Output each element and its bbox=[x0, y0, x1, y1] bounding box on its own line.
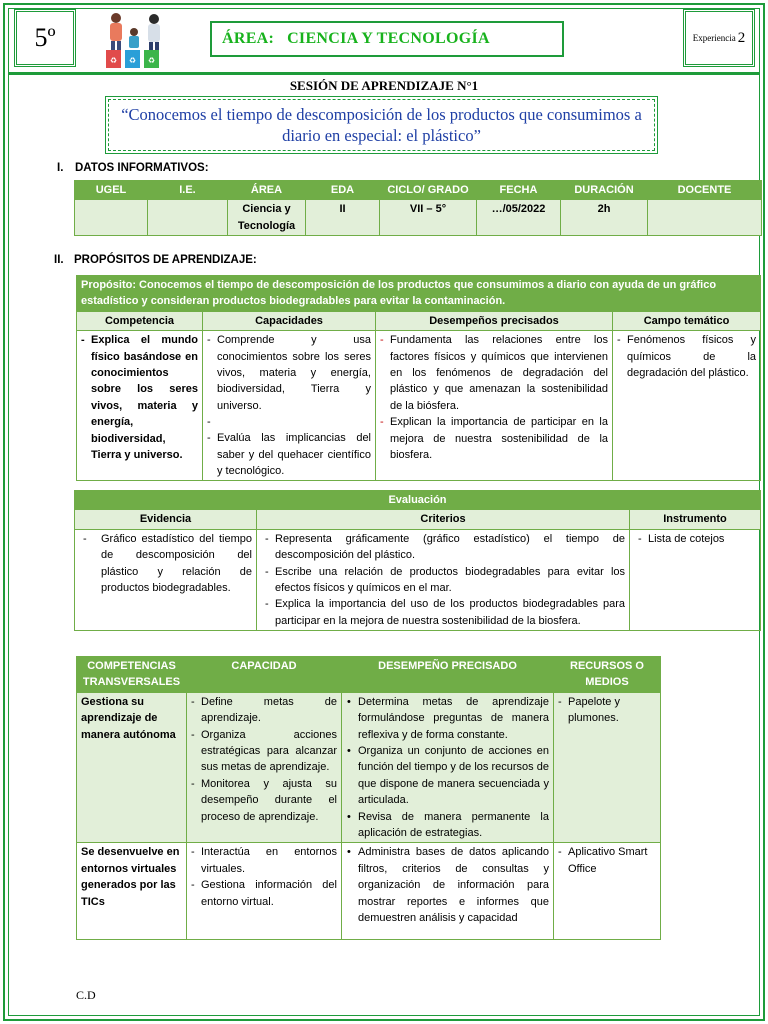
header-ciclo-grado: CICLO/ GRADO bbox=[380, 181, 477, 200]
header-competencia: Competencia bbox=[77, 311, 203, 330]
capacidad-item: - Comprende y usa conocimientos sobre los seres vivos, materia y energía, biodiversidad, Tierra y universo. bbox=[207, 332, 371, 414]
header-eda: EDA bbox=[306, 181, 380, 200]
transversal-capacidad-cell bbox=[187, 843, 342, 940]
transversal-desempeno-cell bbox=[342, 843, 554, 940]
session-quote-box bbox=[105, 96, 658, 154]
transversal-desempeno-item: • Organiza un conjunto de acciones en función del tiempo y de los recursos de que dispone de manera secuenciada y articulada. bbox=[346, 743, 549, 809]
desempenos-cell bbox=[376, 331, 613, 481]
value-ie bbox=[148, 200, 228, 236]
transversal-desempeno-item: • Administra bases de datos aplicando filtros, criterios de consultas y organización de información para mostrar reportes e informes que demuestren análisis y capacidad bbox=[346, 844, 549, 926]
evaluacion-header-row bbox=[75, 510, 761, 529]
transversal-recursos-cell bbox=[554, 692, 661, 843]
area-label: ÁREA: bbox=[222, 30, 275, 47]
instrumento-item: - Lista de cotejos bbox=[638, 531, 756, 547]
header-campo-tematico: Campo temático bbox=[613, 311, 761, 330]
header-duracion: DURACIÓN bbox=[561, 181, 648, 200]
header-fecha: FECHA bbox=[477, 181, 561, 200]
transversal-competencia: Se desenvuelve en entornos virtuales generados por las TICs bbox=[77, 843, 187, 940]
header-instrumento: Instrumento bbox=[630, 510, 761, 529]
transversal-recursos-cell bbox=[554, 843, 661, 940]
svg-text:♻: ♻ bbox=[147, 56, 156, 65]
transversal-recurso-item: - Papelote y plumones. bbox=[558, 694, 656, 727]
evaluacion-title-row bbox=[75, 491, 761, 510]
header-desempeno-precisado: DESEMPEÑO PRECISADO bbox=[342, 657, 554, 693]
value-docente bbox=[648, 200, 762, 236]
header-capacidad: CAPACIDAD bbox=[187, 657, 342, 693]
competencia-item: - Explica el mundo físico basándose en conocimientos sobre los seres vivos, materia y energía, biodiversidad, Tierra y universo. bbox=[81, 332, 198, 463]
transversal-capacidad-item: - Gestiona información del entorno virtual. bbox=[191, 877, 337, 910]
criterios-cell bbox=[257, 529, 630, 630]
experience-box bbox=[683, 9, 755, 67]
datos-informativos-table bbox=[74, 180, 762, 236]
capacidad-item: - Evalúa las implicancias del saber y del quehacer científico y tecnológico. bbox=[207, 430, 371, 479]
desempeno-item: - Explican la importancia de participar en la mejora de nuestra sostenibilidad de la biosfera. bbox=[380, 414, 608, 463]
evidencia-item: - Gráfico estadístico del tiempo de descomposición del plástico y relación de productos biodegradables. bbox=[83, 531, 252, 597]
transversal-capacidad-cell bbox=[187, 692, 342, 843]
section-1-label: DATOS INFORMATIVOS: bbox=[75, 162, 209, 174]
purpose-text: Propósito: Conocemos el tiempo de descomposición de los productos que consumimos a diario con ayuda de un gráfico estadístico y consideran productos biodegradables para evitar la contaminación. bbox=[77, 276, 761, 312]
header-evidencia: Evidencia bbox=[75, 510, 257, 529]
spacer bbox=[207, 414, 371, 430]
criterio-item: - Escribe una relación de productos biodegradables para evitar los efectos físicos y químicos en el mar. bbox=[265, 564, 625, 597]
footer-text: C.D bbox=[76, 988, 96, 1002]
criterio-item: - Explica la importancia del uso de los productos biodegradables para participar en la mejora de nuestra sostenibilidad de la biosfera. bbox=[265, 596, 625, 629]
grade-box bbox=[14, 9, 76, 67]
criterio-item: - Representa gráficamente (gráfico estadístico) el tiempo de descomposición del plástico. bbox=[265, 531, 625, 564]
session-title: SESIÓN DE APRENDIZAJE N°1 bbox=[289, 78, 479, 93]
desempeno-item: - Fundamenta las relaciones entre los factores físicos y químicos que intervienen en los fenómenos de degradación del plástico y que amenazan la sostenibilidad de la biósfera. bbox=[380, 332, 608, 414]
transversal-capacidad-item: - Define metas de aprendizaje. bbox=[191, 694, 337, 727]
area-value: CIENCIA Y TECNOLOGÍA bbox=[287, 30, 490, 47]
transversal-competencia: Gestiona su aprendizaje de manera autónoma bbox=[77, 692, 187, 843]
value-area: Ciencia y Tecnología bbox=[228, 200, 306, 236]
svg-text:♻: ♻ bbox=[128, 56, 137, 65]
propositos-content-row bbox=[77, 331, 761, 481]
purpose-row bbox=[77, 276, 761, 312]
evaluacion-table bbox=[74, 490, 761, 631]
experience-label: Experiencia bbox=[692, 33, 736, 43]
transversal-desempeno-cell bbox=[342, 692, 554, 843]
value-ugel bbox=[75, 200, 148, 236]
transversal-desempeno-item: • Determina metas de aprendizaje formulándose preguntas de manera reflexiva y de forma constante. bbox=[346, 694, 549, 743]
header-ie: I.E. bbox=[148, 181, 228, 200]
propositos-header-row bbox=[77, 311, 761, 330]
competencia-cell bbox=[77, 331, 203, 481]
capacidades-cell bbox=[203, 331, 376, 481]
evaluacion-title: Evaluación bbox=[75, 491, 761, 510]
value-eda: II bbox=[306, 200, 380, 236]
instrumento-cell bbox=[630, 529, 761, 630]
datos-header-row bbox=[75, 181, 762, 200]
transversal-row bbox=[77, 843, 661, 940]
propositos-table bbox=[76, 275, 761, 481]
evidencia-cell bbox=[75, 529, 257, 630]
transversal-capacidad-item: - Monitorea y ajusta su desempeño durante el proceso de aprendizaje. bbox=[191, 776, 337, 825]
header-desempenos: Desempeños precisados bbox=[376, 311, 613, 330]
area-box bbox=[210, 21, 564, 57]
svg-text:♻: ♻ bbox=[109, 56, 118, 65]
header-docente: DOCENTE bbox=[648, 181, 762, 200]
evaluacion-content-row bbox=[75, 529, 761, 630]
campo-tematico-cell bbox=[613, 331, 761, 481]
header-recursos-medios: RECURSOS O MEDIOS bbox=[554, 657, 661, 693]
transversal-capacidad-item: - Organiza acciones estratégicas para alcanzar sus metas de aprendizaje. bbox=[191, 727, 337, 776]
value-fecha: …/05/2022 bbox=[477, 200, 561, 236]
datos-value-row bbox=[75, 200, 762, 236]
section-2-title bbox=[54, 254, 257, 266]
header-area: ÁREA bbox=[228, 181, 306, 200]
transversal-desempeno-item: • Revisa de manera permanente la aplicación de estrategias. bbox=[346, 809, 549, 842]
header-capacidades: Capacidades bbox=[203, 311, 376, 330]
transversal-capacidad-item: - Interactúa en entornos virtuales. bbox=[191, 844, 337, 877]
transversal-recurso-item: - Aplicativo Smart Office bbox=[558, 844, 656, 877]
competencias-transversales-table bbox=[76, 656, 661, 940]
section-1-title bbox=[57, 162, 209, 174]
section-2-number: II. bbox=[54, 254, 64, 266]
session-quote: “Conocemos el tiempo de descomposición de los productos que consumimos a diario en especial: el plástico” bbox=[108, 99, 655, 151]
header-competencias-transversales: COMPETENCIAS TRANSVERSALES bbox=[77, 657, 187, 693]
value-ciclo-grado: VII – 5° bbox=[380, 200, 477, 236]
section-2-label: PROPÓSITOS DE APRENDIZAJE: bbox=[74, 254, 257, 266]
transversal-row bbox=[77, 692, 661, 843]
header-divider bbox=[8, 72, 760, 75]
header-criterios: Criterios bbox=[257, 510, 630, 529]
recycling-people-illustration bbox=[96, 10, 174, 70]
campo-item: - Fenómenos físicos y químicos de la degradación del plástico. bbox=[617, 332, 756, 381]
header-ugel: UGEL bbox=[75, 181, 148, 200]
section-1-number: I. bbox=[57, 162, 64, 174]
grade-label: 5º bbox=[34, 23, 56, 52]
experience-number: 2 bbox=[737, 29, 746, 46]
value-duracion: 2h bbox=[561, 200, 648, 236]
transversal-header-row bbox=[77, 657, 661, 693]
